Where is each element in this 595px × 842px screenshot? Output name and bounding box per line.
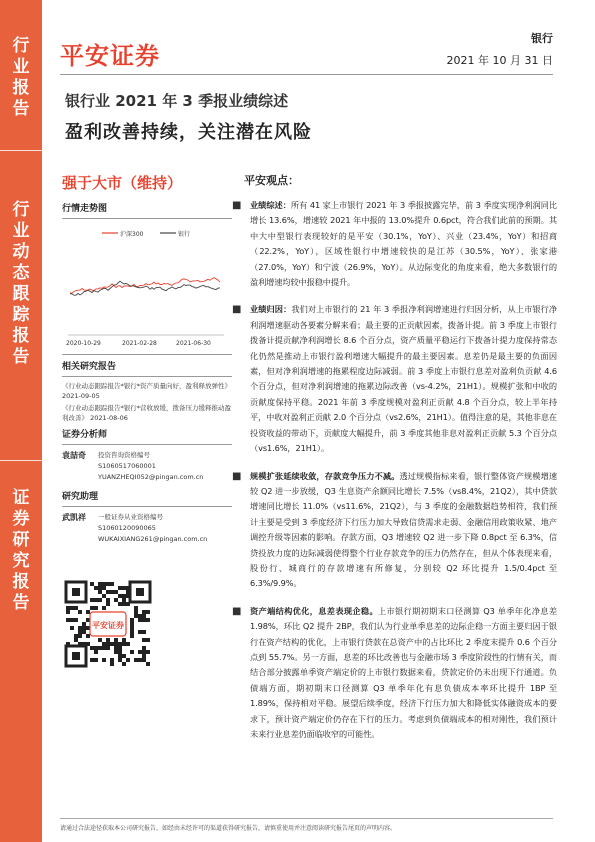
side-char: 跟 bbox=[12, 284, 30, 304]
bullet-lead: 规模扩张延续收敛，存款竞争压力不减。 bbox=[250, 470, 400, 481]
analyst-name: 袁喆奇 bbox=[62, 451, 86, 460]
left-column bbox=[62, 172, 232, 551]
side-char: 行 bbox=[12, 200, 30, 220]
related-report-text: 《行业动态跟踪报告*银行*资产质量向好，盈利释放弹性》 bbox=[62, 382, 231, 390]
bullet-text bbox=[250, 302, 557, 456]
assistant-info bbox=[98, 512, 207, 545]
assistant-name: 武凯祥 bbox=[62, 513, 86, 522]
bullet-attribution bbox=[232, 302, 557, 456]
assistant-cert-label: 一般证券从业资格编号 bbox=[98, 513, 163, 521]
series-line-hs300 bbox=[70, 278, 220, 293]
industry-tag: 银行 bbox=[531, 32, 553, 45]
series-line-bank bbox=[70, 281, 220, 295]
analyst-info bbox=[98, 450, 203, 483]
side-char: 告 bbox=[12, 347, 30, 367]
analyst-cert-label: 投资咨询资格编号 bbox=[98, 451, 150, 459]
side-char: 业 bbox=[12, 221, 30, 241]
bullet-asset-structure bbox=[232, 604, 557, 743]
side-char: 券 bbox=[12, 509, 30, 529]
bullet-marker-icon: ■ bbox=[232, 470, 242, 482]
side-char: 报 bbox=[12, 78, 30, 98]
company-logo: 平安证券 bbox=[60, 42, 160, 70]
assistant-title: 研究助理 bbox=[62, 492, 99, 502]
section-rule bbox=[62, 218, 232, 219]
x-tick-label: 2020-10-29 bbox=[66, 340, 101, 347]
legend-label-bank: 银行 bbox=[178, 231, 191, 238]
qr-logo-label: 平安证券 bbox=[92, 621, 124, 630]
trend-chart-title: 行情走势图 bbox=[62, 204, 108, 214]
side-char: 行 bbox=[12, 36, 30, 56]
side-char: 报 bbox=[12, 326, 30, 346]
side-divider bbox=[0, 150, 42, 151]
related-report-item[interactable] bbox=[62, 403, 232, 423]
analyst-cert-number: S1060517060001 bbox=[98, 462, 156, 470]
analyst-card bbox=[62, 450, 232, 483]
side-band-industry-report bbox=[0, 36, 42, 120]
view-title: 平安观点： bbox=[244, 174, 299, 187]
report-subtitle: 盈利改善持续，关注潜在风险 bbox=[65, 122, 312, 143]
bullet-body: 上市银行期初期末口径测算 Q3 单季年化净息差 1.98%，环比 Q2 提升 2BP，我们认为行业单季息差的边际企稳一方面主要归因于银行在资产结构的优化，上市银行贷款在总资产中的占比环比 2 季度末提升 0.6 个百分点到 55.7%。另一方面，息差的环比改善也与金融市场 3 季度阶段性的行情有关，而结合部分披露单季资产端定价的上市银行数据来看，贷款定价仍未出现下行通道。负债端方面，期初期末口径测算 Q3 单季年化有息负债成本率环比提升 1BP 至 1.89%，保持相对平稳。展望后续季度，经济下行压力加大和降低实体融资成本的要求下，预计资产端定价仍存在下行的压力。考虑到负债端成本的相对刚性，我们预计未来行业息差仍面临收窄的可能性。 bbox=[250, 605, 557, 739]
side-char: 告 bbox=[12, 593, 30, 613]
rating: 强于大市（维持） bbox=[62, 174, 183, 192]
bullet-marker-icon: ■ bbox=[232, 304, 242, 316]
side-char: 态 bbox=[12, 263, 30, 283]
section-rule bbox=[62, 506, 232, 507]
right-column bbox=[232, 172, 557, 754]
side-divider bbox=[0, 460, 42, 461]
bullet-lead: 资产端结构优化，息差表现企稳。 bbox=[250, 605, 378, 616]
trend-chart bbox=[62, 223, 230, 351]
legend-label-hs300: 沪深300 bbox=[120, 231, 144, 238]
x-tick-label: 2021-06-30 bbox=[176, 340, 211, 347]
bullet-scale-expansion bbox=[232, 469, 557, 592]
report-date: 2021 年 10 月 31 日 bbox=[446, 54, 553, 67]
side-char: 究 bbox=[12, 551, 30, 571]
related-report-date: 2021-09-05 bbox=[62, 392, 100, 400]
side-band-tracking-report bbox=[0, 200, 42, 368]
qr-code-image[interactable] bbox=[64, 580, 152, 668]
assistant-card bbox=[62, 512, 232, 545]
report-title: 银行业 2021 年 3 季报业绩综述 bbox=[65, 92, 289, 110]
trend-chart-svg bbox=[62, 223, 230, 351]
section-rule bbox=[62, 354, 232, 355]
header-rule bbox=[60, 74, 553, 75]
related-report-text: 《行业动态跟踪报告*银行*营收放缓，拨备压力缓释推动盈利改善》 bbox=[62, 404, 231, 422]
related-report-item[interactable] bbox=[62, 381, 232, 401]
side-char: 告 bbox=[12, 99, 30, 119]
bullet-lead: 业绩归因： bbox=[250, 304, 292, 315]
side-char: 业 bbox=[12, 57, 30, 77]
bullet-body: 所有 41 家上市银行 2021 年 3 季报披露完毕，前 3 季度实现净利润同比增长 13.6%，增速较 2021 年中报的 13.0%提升 0.6pct，符合我们此前的预期。其中大中型银行表现较好的是平安（30.1%，YoY）、兴业（23.4%，YoY）和招商（22.2%，YoY），区域性银行中增速较快的是江苏（30.5%，YoY）、张家港（27.0%，YoY）和宁波（26.9%，YoY）。从边际变化的角度来看，绝大多数银行的盈利增速均较中报稳中提升。 bbox=[250, 200, 557, 288]
side-char: 研 bbox=[12, 530, 30, 550]
assistant-cert-number: S1060120090065 bbox=[98, 524, 156, 532]
analyst-email[interactable]: YUANZHEQI052@pingan.com.cn bbox=[98, 473, 204, 481]
side-char: 报 bbox=[12, 572, 30, 592]
assistant-email[interactable]: WUKAIXIANG261@pingan.com.cn bbox=[98, 535, 208, 543]
x-tick-label: 2021-02-28 bbox=[122, 340, 157, 347]
analyst-title: 证券分析师 bbox=[62, 430, 108, 440]
side-char: 踪 bbox=[12, 305, 30, 325]
bullet-text bbox=[250, 469, 557, 592]
side-band-research-report bbox=[0, 488, 42, 614]
section-rule bbox=[62, 444, 232, 445]
footer-disclaimer: 请通过合法途径获取本公司研究报告，如经由未经许可的渠道获得研究报告，请慎重使用并注意阅读研究报告尾页的声明内容。 bbox=[60, 825, 397, 832]
section-rule bbox=[62, 376, 232, 377]
related-reports-title: 相关研究报告 bbox=[62, 362, 117, 372]
bullet-marker-icon: ■ bbox=[232, 200, 242, 211]
bullet-body: 我们对上市银行的 21 年 3 季报净利润增速进行归因分析，从上市银行净利润增速驱动各要素分解来看；最主要的正贡献因素，拨备计提。前 3 季度上市银行拨备计提贡献净利润增长 8.6 个百分点，资产质量平稳运行下拨备计提力度保持常态化仍然是推动上市银行盈利增速大幅提升的最主要因素。息差仍是最主要的负面因素，但对净利润增速的拖累程度边际减弱。前 3 季度上市银行息差对盈利负贡献 4.6 个百分点，但对净利润增速的拖累边际改善（vs-4.2%，21H1）。规模扩张和中收的贡献度保持平稳。2021 年前 3 季度规模对盈利正贡献 4.8 个百分点，较上半年持平，中收对盈利正贡献 2.0 个百分点（vs2.6%，21H1）。值得注意的是，其他非息在投资收益的带动下，贡献度大幅提升，前 3 季度其他非息对盈利正贡献 5.3 个百分点（vs1.6%，21H1）。 bbox=[250, 304, 557, 454]
related-report-date: 2021-08-06 bbox=[90, 414, 128, 422]
side-char: 证 bbox=[12, 488, 30, 508]
side-band bbox=[0, 0, 42, 842]
bullet-performance-summary bbox=[232, 198, 557, 290]
bullet-text bbox=[250, 198, 557, 290]
bullet-text bbox=[250, 604, 557, 743]
bullet-body: 透过规模指标来看，银行整体资产规模增速较 Q2 进一步放缓，Q3 生息资产余额同比增长 7.5%（vs8.4%，21Q2），其中贷款增速同比增长 11.0%（vs11.6%，21Q2），与 3 季度的金融数据趋势相符，我们预计主要是受到 3 季度经济下行压力加大导致信贷需求走弱、金融信用政策收紧、地产调控升级等因素的影响。存款方面，Q3 增速较 Q2 进一步下降 0.8pct 至 6.3%，信贷投放力度的边际减弱使得整个行业存款竞争的压力仍然存在，但从个体表现来看，股份行、城商行的存款增速有所修复，分别较 Q2 环比提升 1.5/0.4pct 至 6.3%/9.9%。 bbox=[250, 470, 557, 589]
bullet-lead: 业绩综述： bbox=[250, 200, 291, 210]
footer-rule bbox=[60, 818, 553, 819]
side-char: 动 bbox=[12, 242, 30, 262]
bullet-marker-icon: ■ bbox=[232, 605, 242, 617]
